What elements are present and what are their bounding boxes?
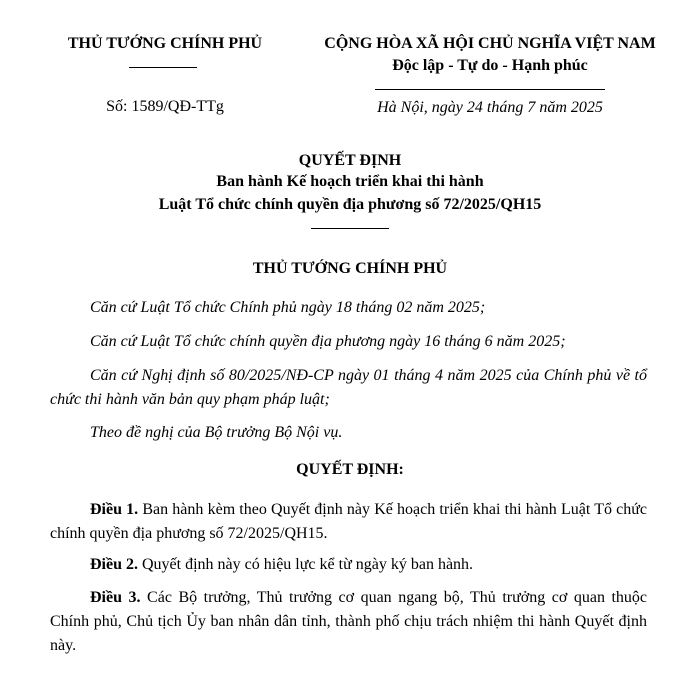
legal-basis-2: Căn cứ Luật Tổ chức chính quyền địa phương ngày 16 tháng 6 năm 2025; <box>90 333 566 350</box>
document-number: Số: 1589/QĐ-TTg <box>106 98 224 115</box>
place-date: Hà Nội, ngày 24 tháng 7 năm 2025 <box>377 99 603 116</box>
issuing-agency: THỦ TƯỚNG CHÍNH PHỦ <box>67 35 263 52</box>
article-3 <box>50 586 647 658</box>
agency-underline <box>129 67 197 68</box>
article-1-label: Điều 1. <box>90 501 139 518</box>
motto-underline <box>375 89 605 90</box>
article-2 <box>50 553 647 577</box>
title-underline <box>311 228 389 229</box>
title-line-1: Ban hành Kế hoạch triển khai thi hành <box>216 173 484 190</box>
legal-basis-4: Theo đề nghị của Bộ trưởng Bộ Nội vụ. <box>90 424 343 441</box>
legal-basis-1: Căn cứ Luật Tổ chức Chính phủ ngày 18 tháng 02 năm 2025; <box>90 299 486 316</box>
article-2-text: Quyết định này có hiệu lực kể từ ngày ký ban hành. <box>138 556 474 573</box>
article-3-text: Các Bộ trưởng, Thủ trưởng cơ quan ngang bộ, Thủ trưởng cơ quan thuộc Chính phủ, Chủ tịch Ủy ban nhân dân tỉnh, thành phố chịu trách nhiệm thi hành Quyết định này. <box>50 589 648 654</box>
authority-heading: THỦ TƯỚNG CHÍNH PHỦ <box>252 260 448 277</box>
legal-basis-3: Căn cứ Nghị định số 80/2025/NĐ-CP ngày 01 tháng 4 năm 2025 của Chính phủ về tổ chức thi hành văn bản quy phạm pháp luật; <box>50 367 647 408</box>
title-line-2: Luật Tổ chức chính quyền địa phương số 72/2025/QH15 <box>158 196 542 213</box>
article-3-label: Điều 3. <box>90 589 141 606</box>
article-1 <box>50 498 647 546</box>
decision-heading: QUYẾT ĐỊNH: <box>296 461 404 478</box>
country-name: CỘNG HÒA XÃ HỘI CHỦ NGHĨA VIỆT NAM <box>324 35 656 52</box>
article-1-text: Ban hành kèm theo Quyết định này Kế hoạch triển khai thi hành Luật Tổ chức chính quyền địa phương số 72/2025/QH15. <box>50 501 648 542</box>
national-motto: Độc lập - Tự do - Hạnh phúc <box>392 57 588 74</box>
article-2-label: Điều 2. <box>90 556 138 573</box>
document-type: QUYẾT ĐỊNH <box>298 152 402 169</box>
